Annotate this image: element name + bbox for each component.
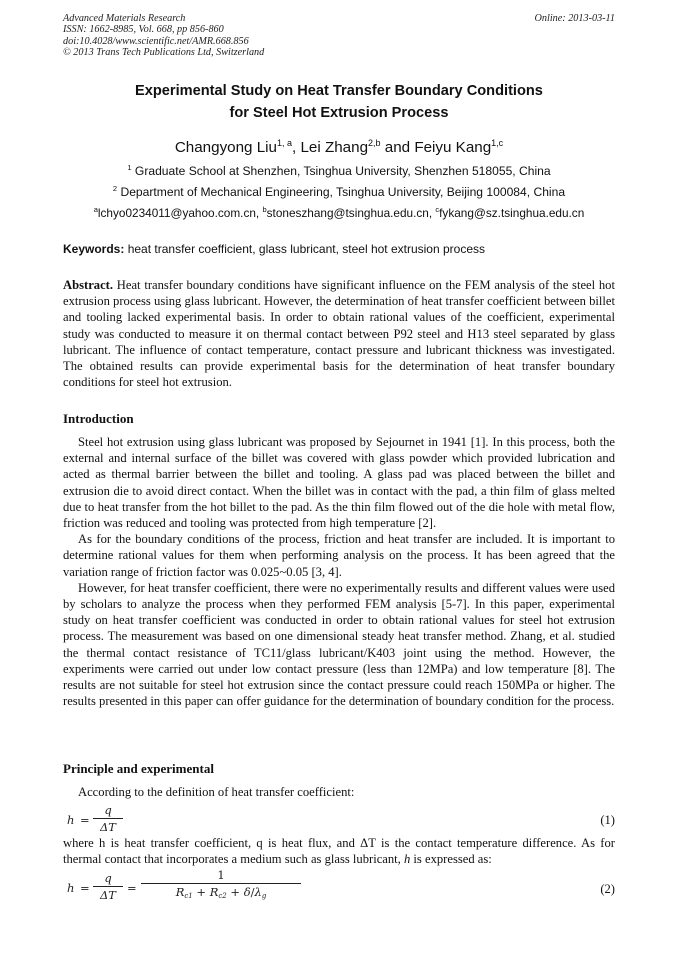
email-tag: c [435, 205, 440, 214]
where-var: h [403, 852, 411, 867]
online-date: Online: 2013-03-11 [534, 13, 615, 24]
eq-denominator: ΔT [100, 820, 116, 834]
eq-lhs: h [67, 813, 75, 827]
author-name: Changyong Liu [174, 139, 277, 156]
principle-where [63, 835, 615, 867]
email-tag: a [93, 205, 98, 214]
affiliation-num: 1 [127, 163, 132, 172]
principle-intro [63, 784, 615, 800]
eq-fraction [93, 871, 123, 902]
equation-2 [63, 868, 615, 910]
paper-title [63, 80, 615, 124]
paragraph: However, for heat transfer coefficient, there were no experimentally results and different values were used by scholars to analyze the process when they performed FEM analysis [5-7]. In this paper, experimental study on heat transfer coefficient was conducted in order to obtain rational values for steel hot extrusion process. The measurement was based on one dimensional steady heat transfer method. Zhang, et al. studied the thermal contact resistance of TC11/glass lubricant/K403 joint using the method. However, the experiments were carried out under low contact pressure (less than 12MPa) and low temperature [8]. The results are not suitable for steel hot extrusion since the contact pressure could reach 150MPa or higher. The results presented in this paper can offer guidance for the determination of boundary condition for the process. [63, 580, 615, 709]
email-list [63, 205, 615, 221]
journal-name: Advanced Materials Research [63, 13, 186, 24]
affiliation-text: Department of Mechanical Engineering, Tsinghua University, Beijing 100084, China [120, 185, 566, 199]
eq-numerator: 1 [217, 868, 225, 882]
issn-line: ISSN: 1662-8985, Vol. 668, pp 856-860 [63, 24, 224, 36]
affiliation-2 [63, 184, 615, 200]
eq-sub: g [261, 892, 267, 900]
email-address[interactable]: lchyo0234011@yahoo.com.cn [97, 206, 256, 220]
paragraph: According to the definition of heat transfer coefficient: [78, 785, 355, 799]
author-sup: 1,c [491, 138, 504, 148]
eq-numerator: q [104, 803, 112, 817]
eq-op: + [196, 885, 207, 899]
abstract-label: Abstract. [63, 278, 114, 292]
eq-sub: c1 [184, 892, 193, 900]
eq-term: δ [243, 885, 251, 899]
eq-fraction [141, 868, 301, 900]
affiliation-text: Graduate School at Shenzhen, Tsinghua University, Shenzhen 518055, China [134, 164, 551, 178]
author-sep: and [380, 139, 415, 156]
email-address[interactable]: fykang@sz.tsinghua.edu.cn [439, 206, 585, 220]
equation-number: (1) [600, 813, 615, 827]
equation-1 [63, 803, 615, 837]
affiliation-num: 2 [112, 184, 118, 193]
eq-fraction [93, 803, 123, 834]
keywords-text: heat transfer coefficient, glass lubricant, steel hot extrusion process [127, 242, 486, 256]
eq-equals: = [127, 881, 137, 895]
title-line-1: Experimental Study on Heat Transfer Boundary Conditions [135, 83, 543, 99]
eq-term: R [175, 885, 185, 899]
section-heading-introduction: Introduction [63, 411, 134, 426]
eq-op: + [230, 885, 241, 899]
author-sup: 2,b [368, 138, 381, 148]
author-name: Lei Zhang [300, 139, 369, 156]
abstract [63, 277, 615, 390]
equation-number: (2) [600, 882, 615, 896]
eq-lhs: h [67, 881, 75, 895]
author-sep: , [292, 139, 301, 156]
section-heading-principle: Principle and experimental [63, 761, 214, 776]
paragraph: Steel hot extrusion using glass lubricant was proposed by Sejournet in 1941 [1]. In this process, both the external and internal surface of the billet was covered with glass powder which provided lubrication and acted as thermal barrier between the billet and tooling. A glass pad was placed between the billet and extrusion die to avoid direct contact. When the billet was in contact with the pad, a thin film of glass melted due to heat transfer from the hot billet to the pad. As the thin film flowed out of the die hole with metal flow, friction was reduced and tooling was protected from high temperature [2]. [63, 435, 615, 531]
email-address[interactable]: stoneszhang@tsinghua.edu.cn [266, 206, 429, 220]
eq-numerator: q [104, 871, 112, 885]
author-name: Feiyu Kang [414, 139, 492, 156]
eq-op: / [250, 885, 255, 899]
author-list [63, 138, 615, 158]
keywords [63, 241, 615, 257]
email-tag: b [262, 205, 267, 214]
where-end: is expressed as: [410, 852, 492, 867]
where-text: where h is heat transfer coefficient, q is heat flux, and ΔT is the contact temperature difference. As for thermal contact that incorporates a medium such as glass lubricant, [63, 836, 615, 867]
paragraph: As for the boundary conditions of the process, friction and heat transfer are included. It is important to determine rational values for them when performing analysis on the process. It has been agreed that the variation range of friction factor was 0.025~0.05 [3, 4]. [63, 532, 615, 579]
keywords-label: Keywords: [63, 242, 125, 256]
fraction-bar [93, 818, 123, 819]
paragraph [63, 835, 615, 867]
eq-denominator [141, 885, 301, 900]
eq-term: λ [254, 885, 262, 899]
eq-denominator: ΔT [100, 888, 116, 902]
title-line-2: for Steel Hot Extrusion Process [229, 105, 449, 121]
email-sep: , [255, 206, 263, 220]
doi-line[interactable]: doi:10.4028/www.scientific.net/AMR.668.856 [63, 35, 249, 47]
fraction-bar [141, 883, 301, 884]
author-sup: 1, a [277, 138, 293, 148]
email-sep: , [428, 206, 436, 220]
eq-term: R [209, 885, 219, 899]
journal-header [63, 13, 615, 59]
abstract-text: Heat transfer boundary conditions have significant influence on the FEM analysis of the steel hot extrusion process using glass lubricant. However, the determination of heat transfer coefficient between billet and tooling lacked experimental basis. In order to obtain rational values of the coefficient, experimental study was conducted to measure it on thermal contact between P92 steel and H13 steel separated by glass lubricant. The influence of contact temperature, contact pressure and lubricant thickness was investigated. The obtained results can provide experimental basis for the determination of heat transfer boundary conditions for steel hot extrusion. [63, 278, 615, 390]
eq-sub: c2 [218, 892, 227, 900]
introduction-body [63, 434, 615, 709]
fraction-bar [93, 886, 123, 887]
copyright-line: © 2013 Trans Tech Publications Ltd, Switzerland [63, 47, 265, 59]
eq-equals: = [80, 881, 90, 895]
eq-equals: = [80, 813, 90, 827]
affiliation-1 [63, 163, 615, 179]
